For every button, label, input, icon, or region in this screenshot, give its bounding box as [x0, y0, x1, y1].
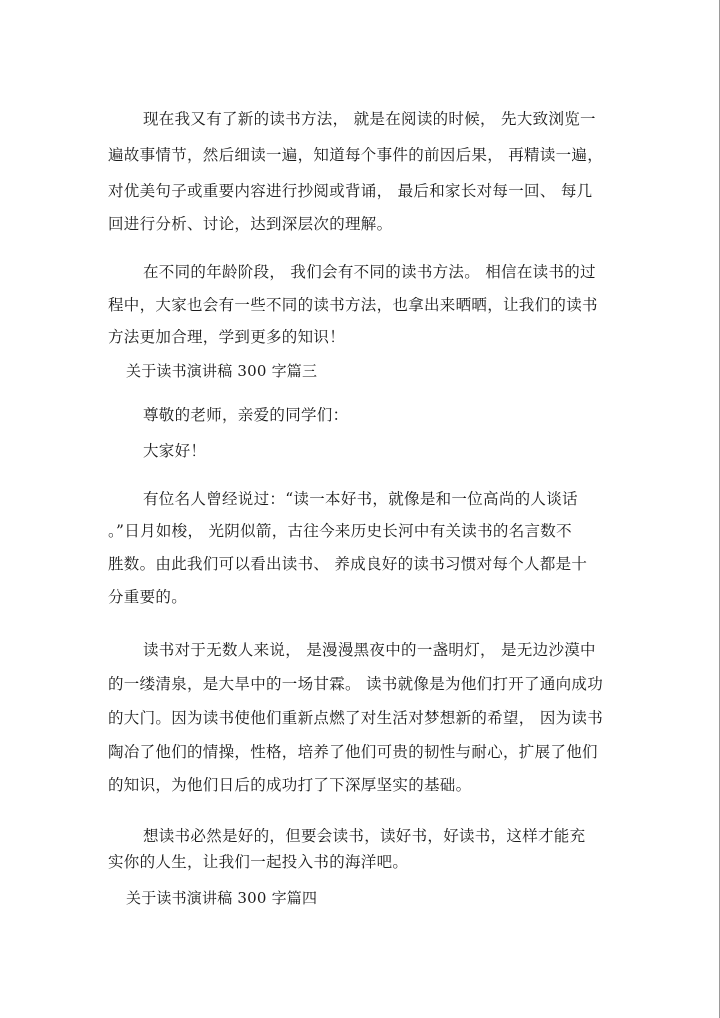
- paragraph-4-line-1: 读书对于无数人来说， 是漫漫黑夜中的一盏明灯， 是无边沙漠中: [143, 641, 596, 659]
- paragraph-3-line-2: 。”日月如梭， 光阴似箭，古往今来历史长河中有关读书的名言数不: [108, 522, 572, 540]
- paragraph-5-line-1: 想读书必然是好的，但要会读书，读好书，好读书，这样才能充: [143, 827, 586, 845]
- paragraph-4-line-2: 的一缕清泉，是大旱中的一场甘霖。 读书就像是为他们打开了通向成功: [108, 675, 604, 693]
- paragraph-2-line-3: 方法更加合理，学到更多的知识！: [108, 328, 346, 346]
- section-3-title: 关于读书演讲稿 300 字篇三: [126, 362, 318, 380]
- salutation: 尊敬的老师，亲爱的同学们：: [143, 406, 349, 424]
- paragraph-4-line-3: 的大门。因为读书使他们重新点燃了对生活对梦想新的希望， 因为读书: [108, 709, 604, 727]
- paragraph-4-line-4: 陶冶了他们的情操，性格，培养了他们可贵的韧性与耐心，扩展了他们: [108, 743, 598, 761]
- paragraph-3-line-1: 有位名人曾经说过：“读一本好书，就像是和一位高尚的人谈话: [143, 490, 578, 508]
- paragraph-4-line-5: 的知识，为他们日后的成功打了下深厚坚实的基础。: [108, 776, 472, 794]
- paragraph-5-line-2: 实你的人生，让我们一起投入书的海洋吧。: [108, 853, 409, 871]
- paragraph-3-line-4: 分重要的。: [108, 588, 188, 606]
- paragraph-3-line-3: 胜数。由此我们可以看出读书、 养成良好的读书习惯对每个人都是十: [108, 555, 588, 573]
- section-4-title: 关于读书演讲稿 300 字篇四: [126, 889, 318, 907]
- paragraph-1-line-4: 回进行分析、讨论，达到深层次的理解。: [108, 215, 393, 233]
- greeting: 大家好！: [143, 442, 207, 460]
- paragraph-1-line-2: 遍故事情节，然后细读一遍，知道每个事件的前因后果， 再精读一遍，: [108, 146, 604, 164]
- paragraph-2-line-2: 程中，大家也会有一些不同的读书方法，也拿出来晒晒，让我们的读书: [108, 296, 598, 314]
- paragraph-1-line-3: 对优美句子或重要内容进行抄阅或背诵， 最后和家长对每一回、 每几: [108, 182, 593, 200]
- paragraph-2-line-1: 在不同的年龄阶段， 我们会有不同的读书方法。 相信在读书的过: [143, 263, 596, 281]
- paragraph-1-line-1: 现在我又有了新的读书方法， 就是在阅读的时候， 先大致浏览一: [143, 110, 596, 128]
